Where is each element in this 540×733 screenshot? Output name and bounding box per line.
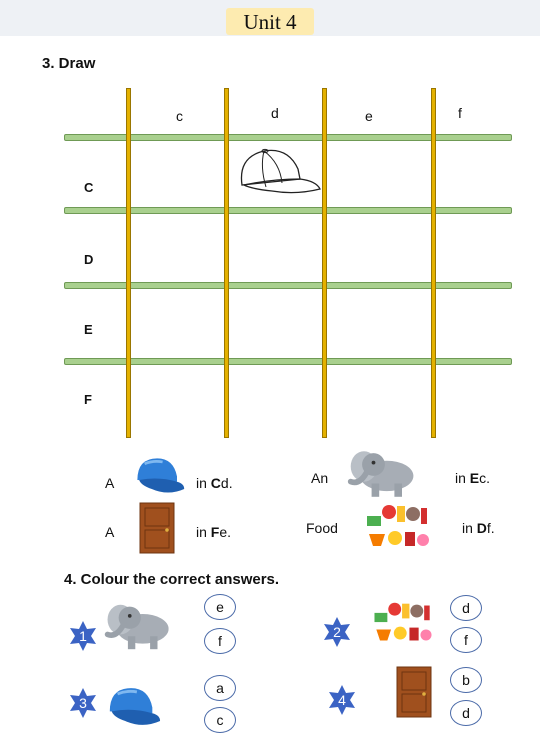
elephant-icon bbox=[102, 600, 176, 654]
cap-icon bbox=[104, 684, 162, 728]
answer-option-c[interactable]: c bbox=[204, 707, 236, 733]
answer-option-d[interactable]: d bbox=[450, 595, 482, 621]
column-label-c: c bbox=[176, 108, 183, 124]
grid-line-vertical bbox=[431, 88, 436, 438]
answer-option-e[interactable]: e bbox=[204, 594, 236, 620]
statement-3-location: in Fe. bbox=[196, 524, 232, 540]
grid-line-horizontal bbox=[64, 282, 512, 289]
row-label-E: E bbox=[84, 322, 93, 337]
column-label-f: f bbox=[458, 105, 462, 121]
row-label-F: F bbox=[84, 392, 92, 407]
elephant-icon bbox=[345, 446, 421, 502]
statement-2-article: An bbox=[311, 470, 329, 486]
question-2-number: 2 bbox=[322, 617, 352, 647]
statement-4-article: Food bbox=[306, 520, 338, 536]
grid-line-vertical bbox=[224, 88, 229, 438]
statement-2-location: in Ec. bbox=[455, 470, 491, 486]
grid-line-horizontal bbox=[64, 134, 512, 141]
question-4-number: 4 bbox=[327, 685, 357, 715]
unit-title: Unit 4 bbox=[226, 8, 314, 35]
grid-line-horizontal bbox=[64, 207, 512, 214]
cap-outline-icon bbox=[236, 145, 322, 197]
statement-3-article: A bbox=[105, 524, 115, 540]
answer-option-d[interactable]: d bbox=[450, 700, 482, 726]
section4-heading: 4. Colour the correct answers. bbox=[64, 571, 280, 588]
statement-4-location: in Df. bbox=[462, 520, 495, 536]
grid-line-horizontal bbox=[64, 358, 512, 365]
answer-option-b[interactable]: b bbox=[450, 667, 482, 693]
food-icon bbox=[370, 600, 436, 646]
statement-1-location: in Cd. bbox=[196, 475, 233, 491]
answer-option-f[interactable]: f bbox=[204, 628, 236, 654]
grid-line-vertical bbox=[126, 88, 131, 438]
grid-line-vertical bbox=[322, 88, 327, 438]
statement-1-article: A bbox=[105, 475, 115, 491]
row-label-D: D bbox=[84, 252, 94, 267]
row-label-C: C bbox=[84, 180, 94, 195]
answer-option-f[interactable]: f bbox=[450, 627, 482, 653]
door-icon bbox=[396, 666, 432, 718]
column-label-d: d bbox=[271, 105, 279, 121]
question-3-number: 3 bbox=[68, 688, 98, 718]
food-icon bbox=[363, 502, 433, 552]
door-icon bbox=[139, 502, 175, 554]
answer-option-a[interactable]: a bbox=[204, 675, 236, 701]
cap-icon bbox=[132, 453, 186, 497]
question-1-number: 1 bbox=[68, 621, 98, 651]
section3-heading: 3. Draw bbox=[42, 55, 96, 72]
column-label-e: e bbox=[365, 108, 373, 124]
